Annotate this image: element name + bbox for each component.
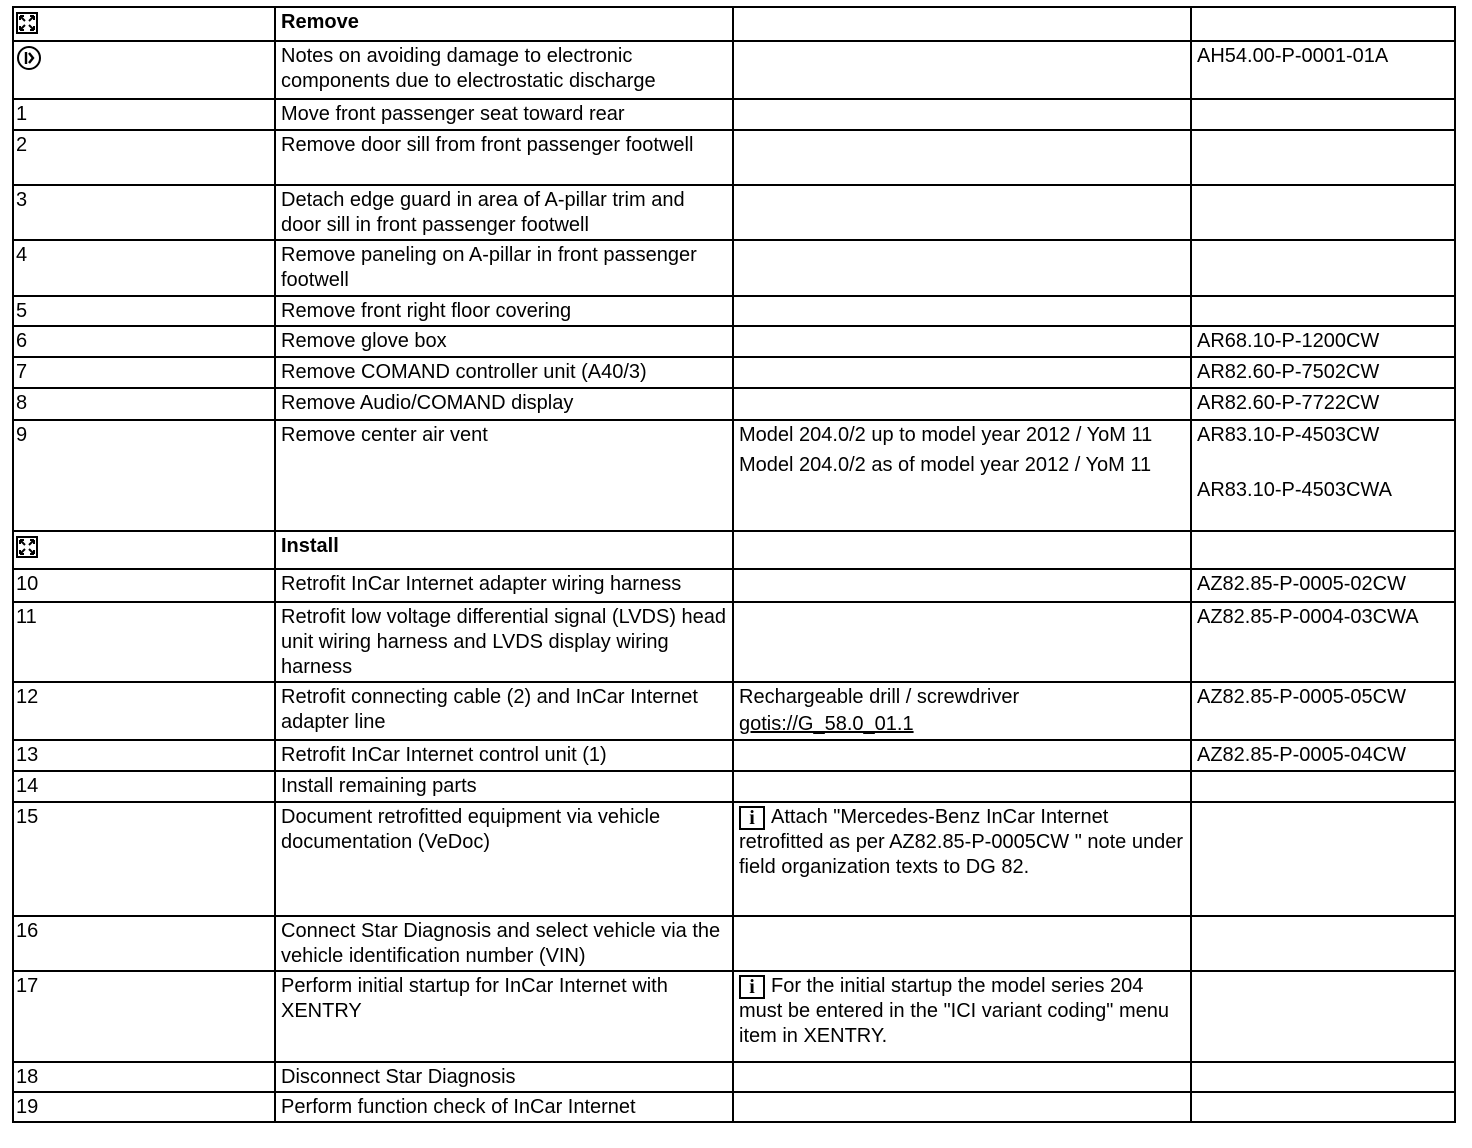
info-icon: i — [739, 975, 765, 999]
step-row — [13, 802, 1455, 916]
step-description: Retrofit low voltage differential signal (LVDS) head unit wiring harness and LVDS display wiring harness — [275, 602, 733, 682]
notes-icon — [16, 45, 42, 71]
step-description: Remove glove box — [275, 326, 733, 357]
step-reference[interactable]: AR82.60-P-7502CW — [1191, 357, 1455, 388]
notes-description: Notes on avoiding damage to electronic components due to electrostatic discharge — [275, 41, 733, 99]
step-row — [13, 602, 1455, 682]
tool-name: Rechargeable drill / screwdriver — [739, 686, 1020, 708]
step-reference[interactable]: AR83.10-P-4503CWA — [1197, 479, 1392, 501]
step-row — [13, 682, 1455, 740]
step-reference[interactable] — [1191, 802, 1455, 916]
step-reference[interactable] — [1191, 1092, 1455, 1122]
step-description: Document retrofitted equipment via vehicle documentation (VeDoc) — [275, 802, 733, 916]
step-description: Perform function check of InCar Internet — [275, 1092, 733, 1122]
step-number: 10 — [13, 569, 275, 602]
section-title-install: Install — [275, 531, 733, 569]
step-description: Remove paneling on A-pillar in front passenger footwell — [275, 240, 733, 296]
step-number: 8 — [13, 388, 275, 420]
step-row — [13, 916, 1455, 971]
condition-text: Model 204.0/2 as of model year 2012 / YoM 11 — [739, 454, 1152, 476]
step-number: 4 — [13, 240, 275, 296]
section-icon-cell — [13, 7, 275, 41]
section-title-remove: Remove — [275, 7, 733, 41]
step-references — [1191, 420, 1455, 531]
step-number: 6 — [13, 326, 275, 357]
step-row — [13, 296, 1455, 326]
step-number: 9 — [13, 420, 275, 531]
step-number: 14 — [13, 771, 275, 802]
step-description: Disconnect Star Diagnosis — [275, 1062, 733, 1092]
info-text: For the initial startup the model series 204 must be entered in the "ICI variant coding" menu item in XENTRY. — [739, 975, 1169, 1047]
step-row — [13, 971, 1455, 1062]
step-reference[interactable] — [1191, 240, 1455, 296]
step-row — [13, 420, 1455, 531]
expand-arrows-icon — [16, 12, 38, 34]
step-description: Move front passenger seat toward rear — [275, 99, 733, 130]
procedure-sheet — [12, 6, 1456, 1123]
step-description: Remove Audio/COMAND display — [275, 388, 733, 420]
step-row — [13, 240, 1455, 296]
step-number: 7 — [13, 357, 275, 388]
step-row — [13, 1092, 1455, 1122]
step-number: 5 — [13, 296, 275, 326]
step-row — [13, 326, 1455, 357]
notes-reference[interactable]: AH54.00-P-0001-01A — [1191, 41, 1455, 99]
step-reference[interactable] — [1191, 771, 1455, 802]
step-number: 2 — [13, 130, 275, 185]
step-number: 19 — [13, 1092, 275, 1122]
step-reference[interactable] — [1191, 99, 1455, 130]
step-description: Connect Star Diagnosis and select vehicle via the vehicle identification number (VIN) — [275, 916, 733, 971]
step-description: Retrofit InCar Internet adapter wiring harness — [275, 569, 733, 602]
step-reference[interactable]: AZ82.85-P-0004-03CWA — [1191, 602, 1455, 682]
step-row — [13, 357, 1455, 388]
info-text: Attach "Mercedes-Benz InCar Internet retrofitted as per AZ82.85-P-0005CW " note under field organization texts to DG 82. — [739, 806, 1184, 878]
section-row-install — [13, 531, 1455, 569]
step-reference[interactable]: AR68.10-P-1200CW — [1191, 326, 1455, 357]
step-number: 18 — [13, 1062, 275, 1092]
step-description: Remove center air vent — [275, 420, 733, 531]
step-reference[interactable]: AR82.60-P-7722CW — [1191, 388, 1455, 420]
step-tool — [733, 682, 1191, 740]
step-reference[interactable] — [1191, 1062, 1455, 1092]
step-reference[interactable] — [1191, 130, 1455, 185]
step-reference[interactable]: AZ82.85-P-0005-02CW — [1191, 569, 1455, 602]
step-description: Remove front right floor covering — [275, 296, 733, 326]
step-row — [13, 771, 1455, 802]
step-number: 1 — [13, 99, 275, 130]
step-reference[interactable] — [1191, 296, 1455, 326]
step-description: Retrofit connecting cable (2) and InCar Internet adapter line — [275, 682, 733, 740]
step-row — [13, 99, 1455, 130]
step-description: Remove COMAND controller unit (A40/3) — [275, 357, 733, 388]
step-number: 12 — [13, 682, 275, 740]
step-info — [733, 802, 1191, 916]
notes-row — [13, 41, 1455, 99]
step-number: 11 — [13, 602, 275, 682]
step-description: Detach edge guard in area of A-pillar trim and door sill in front passenger footwell — [275, 185, 733, 240]
step-row — [13, 740, 1455, 771]
step-info — [733, 971, 1191, 1062]
step-number: 3 — [13, 185, 275, 240]
step-row — [13, 130, 1455, 185]
step-reference[interactable] — [1191, 971, 1455, 1062]
step-reference[interactable]: AR83.10-P-4503CW — [1197, 424, 1380, 446]
step-row — [13, 569, 1455, 602]
condition-text: Model 204.0/2 up to model year 2012 / YoM 11 — [739, 424, 1153, 446]
step-reference[interactable] — [1191, 185, 1455, 240]
procedure-table — [12, 6, 1456, 1123]
step-description: Retrofit InCar Internet control unit (1) — [275, 740, 733, 771]
step-number: 15 — [13, 802, 275, 916]
step-number: 13 — [13, 740, 275, 771]
section-icon-cell — [13, 531, 275, 569]
step-row — [13, 185, 1455, 240]
step-description: Install remaining parts — [275, 771, 733, 802]
info-icon: i — [739, 806, 765, 830]
step-reference[interactable]: AZ82.85-P-0005-04CW — [1191, 740, 1455, 771]
step-description: Remove door sill from front passenger footwell — [275, 130, 733, 185]
expand-arrows-icon — [16, 536, 38, 558]
step-description: Perform initial startup for InCar Internet with XENTRY — [275, 971, 733, 1062]
step-reference[interactable]: AZ82.85-P-0005-05CW — [1191, 682, 1455, 740]
tool-link[interactable]: gotis://G_58.0_01.1 — [739, 713, 914, 735]
step-row — [13, 388, 1455, 420]
step-row — [13, 1062, 1455, 1092]
step-reference[interactable] — [1191, 916, 1455, 971]
step-number: 17 — [13, 971, 275, 1062]
section-row-remove — [13, 7, 1455, 41]
step-conditions — [733, 420, 1191, 531]
step-number: 16 — [13, 916, 275, 971]
